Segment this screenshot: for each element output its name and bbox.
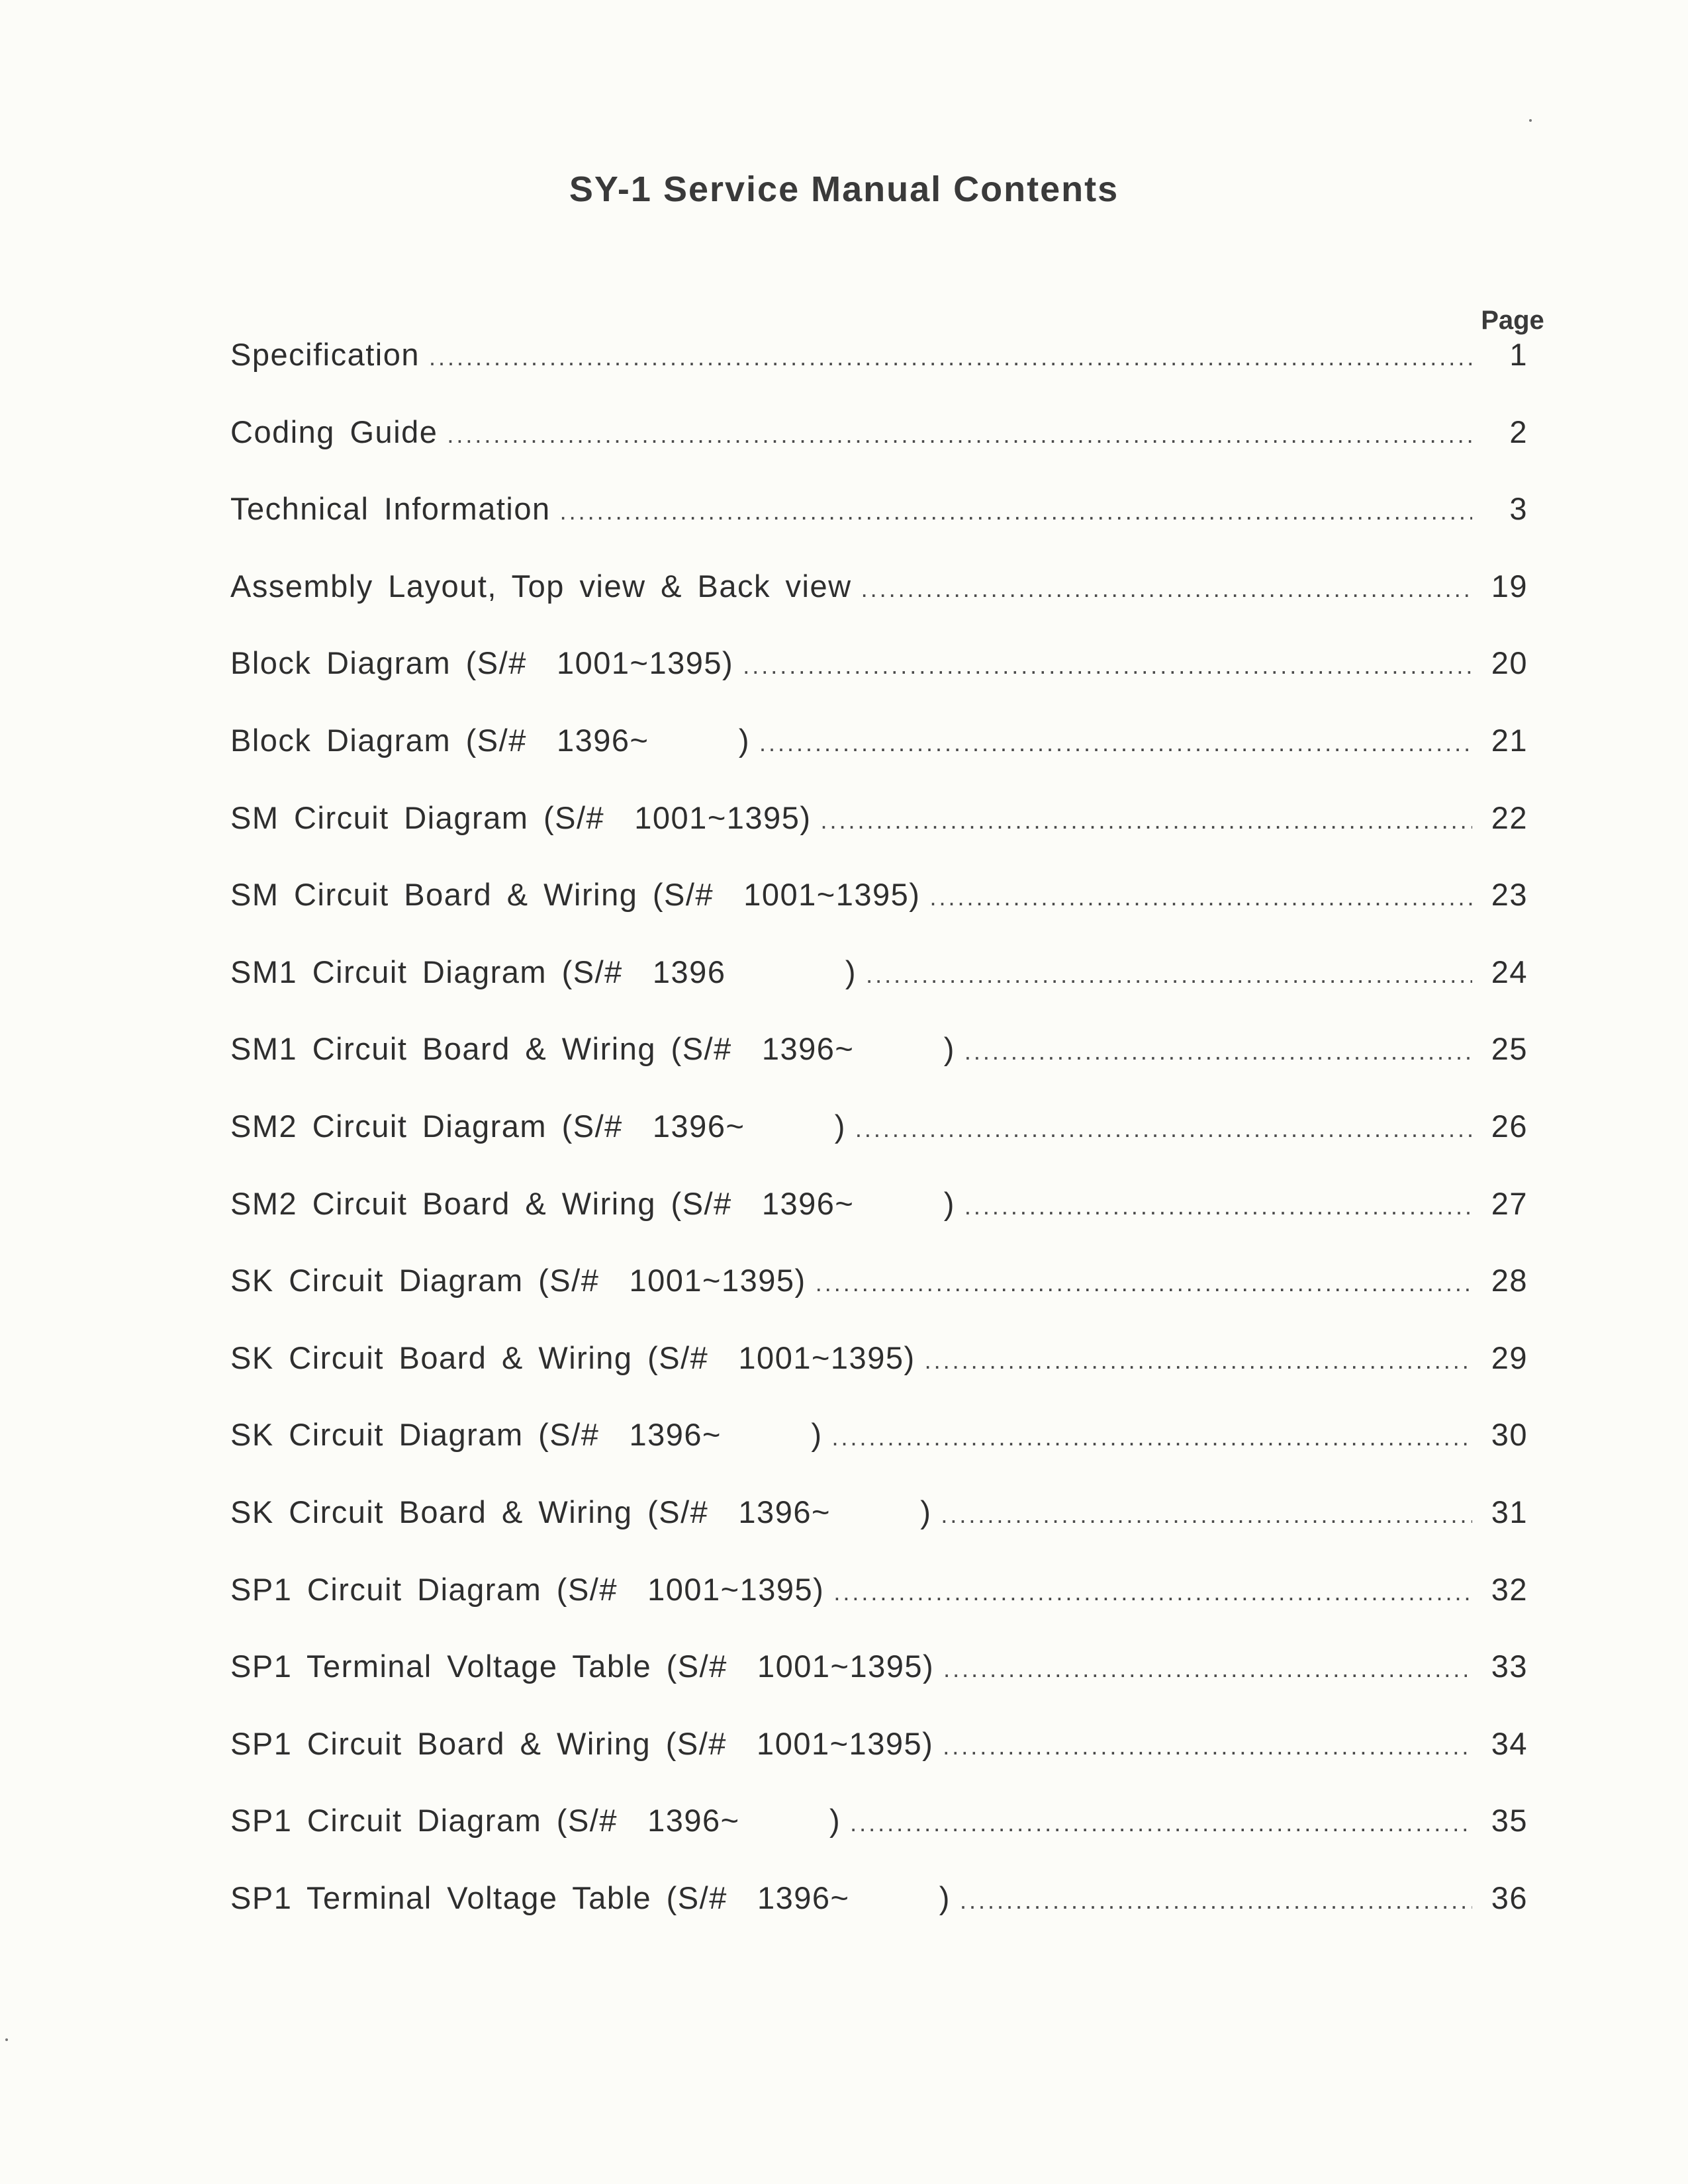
toc-entry-title: SP1 Circuit Board & Wiring (S/# 1001~1395): [230, 1725, 934, 1761]
toc-entry: [230, 1262, 1528, 1340]
toc-entry-page: 25: [1491, 1031, 1528, 1067]
toc-entry-page: 19: [1491, 568, 1528, 604]
toc-entry-page: 27: [1491, 1185, 1528, 1221]
page-title: SY-1 Service Manual Contents: [569, 169, 1119, 209]
toc-entry: [230, 1494, 1528, 1571]
dot-leader: [964, 1193, 1472, 1220]
toc-entry-title: Block Diagram (S/# 1396~ ): [230, 722, 750, 758]
toc-entry-title: SM1 Circuit Diagram (S/# 1396 ): [230, 954, 857, 989]
toc-entry: [230, 1030, 1528, 1108]
toc-entry-title: SP1 Circuit Diagram (S/# 1396~ ): [230, 1803, 841, 1839]
toc-entry: [230, 876, 1528, 954]
dot-leader: [925, 1347, 1472, 1375]
toc-entry-title: SK Circuit Diagram (S/# 1001~1395): [230, 1263, 806, 1298]
toc-entry-page: 35: [1491, 1803, 1528, 1839]
dot-leader: [759, 729, 1472, 757]
toc-entry-page: 32: [1491, 1571, 1528, 1607]
dot-leader: [820, 807, 1472, 835]
dot-leader: [929, 884, 1472, 911]
toc-entry-title: Specification: [230, 337, 420, 372]
toc-entry-title: SK Circuit Board & Wiring (S/# 1001~1395): [230, 1340, 915, 1375]
toc-entry-title: SM2 Circuit Diagram (S/# 1396~ ): [230, 1108, 846, 1144]
toc-entry-title: SP1 Terminal Voltage Table (S/# 1396~ ): [230, 1880, 951, 1915]
dot-leader: [447, 421, 1472, 449]
toc-entry: [230, 645, 1528, 722]
toc-entry: [230, 1416, 1528, 1494]
toc-entry-title: SM Circuit Board & Wiring (S/# 1001~1395): [230, 877, 921, 913]
dot-leader: [560, 498, 1472, 525]
dot-leader: [866, 961, 1472, 989]
toc-entry-title: SM Circuit Diagram (S/# 1001~1395): [230, 799, 812, 835]
toc-entry-title: SM1 Circuit Board & Wiring (S/# 1396~ ): [230, 1031, 955, 1067]
toc-entry-page: 20: [1491, 645, 1528, 681]
toc-entry-page: 30: [1491, 1417, 1528, 1453]
toc-entry: [230, 490, 1528, 568]
table-of-contents: [230, 336, 1528, 1956]
toc-entry-page: 33: [1491, 1649, 1528, 1684]
toc-entry-page: 29: [1491, 1340, 1528, 1375]
toc-entry-page: 28: [1491, 1263, 1528, 1298]
toc-entry: [230, 1571, 1528, 1649]
toc-entry: [230, 568, 1528, 645]
dot-leader: [855, 1115, 1472, 1143]
toc-entry-page: 22: [1491, 799, 1528, 835]
toc-entry: [230, 1108, 1528, 1185]
toc-entry-title: Technical Information: [230, 491, 551, 527]
toc-entry-title: Assembly Layout, Top view & Back view: [230, 568, 852, 604]
toc-entry-title: SM2 Circuit Board & Wiring (S/# 1396~ ): [230, 1185, 955, 1221]
toc-entry: [230, 1802, 1528, 1880]
toc-entry-page: 2: [1509, 414, 1528, 449]
toc-entry: [230, 799, 1528, 877]
toc-entry-page: 21: [1491, 722, 1528, 758]
toc-entry-title: SK Circuit Board & Wiring (S/# 1396~ ): [230, 1494, 932, 1529]
toc-entry: [230, 1185, 1528, 1263]
dot-leader: [429, 343, 1472, 371]
toc-entry-page: 34: [1491, 1725, 1528, 1761]
toc-entry-title: Coding Guide: [230, 414, 438, 449]
toc-entry: [230, 1340, 1528, 1417]
toc-entry-title: Block Diagram (S/# 1001~1395): [230, 645, 734, 681]
toc-entry-page: 3: [1509, 491, 1528, 527]
toc-entry: [230, 414, 1528, 491]
toc-entry-page: 26: [1491, 1108, 1528, 1144]
toc-entry: [230, 1880, 1528, 1957]
dot-leader: [831, 1424, 1472, 1451]
toc-entry: [230, 1725, 1528, 1803]
toc-entry-page: 36: [1491, 1880, 1528, 1915]
toc-entry: [230, 1648, 1528, 1725]
toc-entry-title: SK Circuit Diagram (S/# 1396~ ): [230, 1417, 823, 1453]
dot-leader: [861, 575, 1472, 603]
dot-leader: [964, 1038, 1472, 1066]
paper-speck: [1529, 119, 1532, 122]
toc-entry-page: 1: [1509, 337, 1528, 372]
toc-entry-page: 24: [1491, 954, 1528, 989]
toc-entry: [230, 722, 1528, 799]
toc-entry-page: 31: [1491, 1494, 1528, 1529]
dot-leader: [743, 652, 1472, 680]
toc-entry-page: 23: [1491, 877, 1528, 913]
dot-leader: [960, 1887, 1472, 1915]
toc-entry: [230, 336, 1528, 414]
dot-leader: [943, 1733, 1472, 1760]
page-column-header: Page: [1481, 306, 1544, 335]
toc-entry: [230, 954, 1528, 1031]
dot-leader: [850, 1809, 1472, 1837]
toc-entry-title: SP1 Terminal Voltage Table (S/# 1001~1395): [230, 1649, 935, 1684]
dot-leader: [833, 1578, 1472, 1606]
toc-entry-title: SP1 Circuit Diagram (S/# 1001~1395): [230, 1571, 825, 1607]
paper-speck: [5, 2038, 8, 2041]
dot-leader: [816, 1269, 1472, 1297]
dot-leader: [941, 1501, 1472, 1529]
dot-leader: [943, 1655, 1472, 1683]
